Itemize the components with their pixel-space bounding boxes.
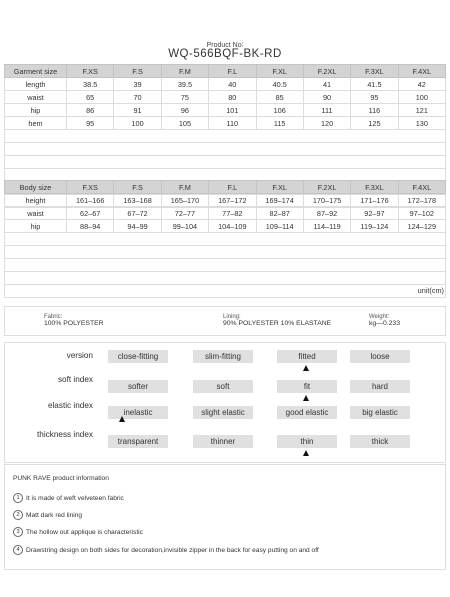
number-3-icon: 3 <box>13 527 23 537</box>
attribute-label: elastic index <box>47 401 93 410</box>
table-cell: 91 <box>114 104 161 117</box>
column-header: F.S <box>114 181 161 194</box>
table-cell: 120 <box>303 117 350 130</box>
product-code: WQ-566BQF-BK-RD <box>168 48 282 60</box>
table-cell: 114–119 <box>303 220 350 233</box>
column-header: F.3XL <box>351 65 398 78</box>
column-header: F.L <box>209 65 256 78</box>
body-size-table <box>4 180 446 298</box>
empty-cell <box>351 246 398 259</box>
row-label: waist <box>5 207 67 220</box>
empty-row <box>5 272 446 285</box>
empty-cell <box>114 285 161 298</box>
product-no-label: Product No∶ <box>206 42 244 49</box>
table-cell: 39.5 <box>161 78 208 91</box>
empty-cell <box>351 259 398 272</box>
empty-cell <box>114 156 161 169</box>
empty-cell <box>67 233 114 246</box>
attribute-label: soft index <box>57 375 93 384</box>
table-cell: 101 <box>209 104 256 117</box>
attribute-option: loose <box>350 350 410 363</box>
empty-cell <box>161 143 208 156</box>
empty-cell <box>398 272 445 285</box>
table-row <box>5 207 446 220</box>
empty-cell <box>5 259 67 272</box>
table-cell: 67–72 <box>114 207 161 220</box>
table-cell: 119–124 <box>351 220 398 233</box>
weight-label: Weight∶ <box>369 314 390 320</box>
attribute-option: thin <box>277 435 337 448</box>
empty-cell <box>303 285 350 298</box>
fabric-label: Fabric∶ <box>44 314 63 320</box>
empty-cell <box>351 130 398 143</box>
attribute-option: thinner <box>193 435 253 448</box>
column-header: F.M <box>161 65 208 78</box>
table-cell: 121 <box>398 104 445 117</box>
empty-cell <box>303 130 350 143</box>
column-header: F.M <box>161 181 208 194</box>
empty-cell <box>398 246 445 259</box>
empty-cell <box>351 233 398 246</box>
attribute-option: inelastic <box>108 406 168 419</box>
table-cell: 115 <box>256 117 303 130</box>
empty-cell <box>5 285 67 298</box>
table-cell: 169–174 <box>256 194 303 207</box>
empty-row <box>5 259 446 272</box>
column-header: F.4XL <box>398 65 445 78</box>
table-cell: 88–94 <box>67 220 114 233</box>
attribute-row <box>5 376 445 404</box>
attribute-option: close-fitting <box>108 350 168 363</box>
unit-label: unit(cm) <box>417 286 444 295</box>
table-cell: 130 <box>398 117 445 130</box>
table-cell: 95 <box>67 117 114 130</box>
empty-cell <box>398 259 445 272</box>
attribute-option: transparent <box>108 435 168 448</box>
empty-cell <box>161 246 208 259</box>
info-title: PUNK RAVE product information <box>13 475 109 482</box>
column-header: F.XS <box>67 181 114 194</box>
row-label: height <box>5 194 67 207</box>
empty-cell <box>209 272 256 285</box>
table-cell: 172–178 <box>398 194 445 207</box>
column-header: Body size <box>5 181 67 194</box>
empty-cell <box>303 259 350 272</box>
table-cell: 70 <box>114 91 161 104</box>
info-item <box>13 545 319 555</box>
table-cell: 95 <box>351 91 398 104</box>
empty-cell <box>67 246 114 259</box>
info-item <box>13 527 143 537</box>
info-item-text: Matt dark red lining <box>26 511 83 519</box>
empty-cell <box>256 143 303 156</box>
column-header: F.XL <box>256 181 303 194</box>
attribute-option: soft <box>193 380 253 393</box>
row-label: hip <box>5 104 67 117</box>
empty-cell <box>398 233 445 246</box>
empty-row <box>5 130 446 143</box>
table-cell: 41 <box>303 78 350 91</box>
column-header: F.2XL <box>303 181 350 194</box>
empty-cell <box>114 233 161 246</box>
attribute-row <box>5 431 445 459</box>
empty-cell <box>256 130 303 143</box>
empty-row <box>5 233 446 246</box>
column-header: F.XS <box>67 65 114 78</box>
attribute-option: hard <box>350 380 410 393</box>
empty-cell <box>303 272 350 285</box>
number-4-icon: 4 <box>13 545 23 555</box>
empty-cell <box>351 156 398 169</box>
column-header: F.XL <box>256 65 303 78</box>
empty-cell <box>161 233 208 246</box>
row-label: length <box>5 78 67 91</box>
info-item-text: The hollow out applique is characteristic <box>26 528 143 536</box>
info-item <box>13 493 124 503</box>
empty-cell <box>209 285 256 298</box>
table-cell: 82–87 <box>256 207 303 220</box>
column-header: F.L <box>209 181 256 194</box>
table-cell: 40 <box>209 78 256 91</box>
table-cell: 42 <box>398 78 445 91</box>
number-2-icon: 2 <box>13 510 23 520</box>
info-item-text: It is made of weft velveteen fabric <box>26 494 124 502</box>
empty-cell <box>209 143 256 156</box>
empty-cell <box>256 156 303 169</box>
empty-cell <box>303 156 350 169</box>
empty-cell <box>5 233 67 246</box>
empty-cell <box>209 259 256 272</box>
selection-marker-icon <box>119 416 125 422</box>
empty-cell <box>67 130 114 143</box>
info-item-text: Drawstring design on both sides for decoration,invisible zipper in the back for easy putting on and off <box>26 546 319 554</box>
table-cell: 105 <box>161 117 208 130</box>
table-cell: 124–129 <box>398 220 445 233</box>
empty-cell <box>256 259 303 272</box>
table-cell: 170–175 <box>303 194 350 207</box>
table-cell: 100 <box>398 91 445 104</box>
empty-cell <box>114 130 161 143</box>
column-header: Garment size <box>5 65 67 78</box>
attribute-option: good elastic <box>277 406 337 419</box>
table-cell: 41.5 <box>351 78 398 91</box>
table-row <box>5 104 446 117</box>
attribute-label: thickness index <box>37 430 93 439</box>
table-cell: 167–172 <box>209 194 256 207</box>
empty-cell <box>114 272 161 285</box>
empty-cell <box>398 130 445 143</box>
fabric-value: 100% POLYESTER <box>44 320 104 327</box>
lining-label: Lining∶ <box>223 314 241 320</box>
empty-cell <box>256 246 303 259</box>
table-cell: 75 <box>161 91 208 104</box>
table-row <box>5 220 446 233</box>
table-cell: 62–67 <box>67 207 114 220</box>
empty-cell <box>5 272 67 285</box>
table-cell: 87–92 <box>303 207 350 220</box>
table-cell: 106 <box>256 104 303 117</box>
empty-cell <box>351 143 398 156</box>
empty-cell <box>114 259 161 272</box>
row-label: hem <box>5 117 67 130</box>
attribute-option: slim-fitting <box>193 350 253 363</box>
table-cell: 163–168 <box>114 194 161 207</box>
empty-cell <box>161 285 208 298</box>
table-cell: 171–176 <box>351 194 398 207</box>
table-row <box>5 194 446 207</box>
empty-cell <box>351 272 398 285</box>
empty-row <box>5 143 446 156</box>
empty-cell <box>351 285 398 298</box>
empty-cell <box>398 143 445 156</box>
empty-cell <box>67 156 114 169</box>
column-header: F.2XL <box>303 65 350 78</box>
empty-cell <box>256 285 303 298</box>
table-cell: 110 <box>209 117 256 130</box>
attribute-row <box>5 402 445 430</box>
empty-cell <box>256 272 303 285</box>
table-cell: 77–82 <box>209 207 256 220</box>
table-cell: 111 <box>303 104 350 117</box>
table-cell: 90 <box>303 91 350 104</box>
table-cell: 104–109 <box>209 220 256 233</box>
attribute-row <box>5 349 445 377</box>
attribute-option: slight elastic <box>193 406 253 419</box>
table-cell: 109–114 <box>256 220 303 233</box>
table-cell: 39 <box>114 78 161 91</box>
table-cell: 97–102 <box>398 207 445 220</box>
empty-cell <box>209 233 256 246</box>
empty-cell <box>5 246 67 259</box>
empty-cell <box>5 156 67 169</box>
selection-marker-icon <box>303 395 309 401</box>
table-cell: 161–166 <box>67 194 114 207</box>
empty-cell <box>5 130 67 143</box>
empty-cell <box>303 143 350 156</box>
fabric-info-box <box>4 306 446 336</box>
empty-cell <box>114 143 161 156</box>
table-cell: 40.5 <box>256 78 303 91</box>
table-cell: 80 <box>209 91 256 104</box>
attribute-option: big elastic <box>350 406 410 419</box>
table-row <box>5 117 446 130</box>
empty-row <box>5 156 446 169</box>
empty-row <box>5 285 446 298</box>
row-label: hip <box>5 220 67 233</box>
lining-value: 90% POLYESTER 10% ELASTANE <box>223 320 332 327</box>
empty-cell <box>209 156 256 169</box>
row-label: waist <box>5 91 67 104</box>
empty-cell <box>398 156 445 169</box>
table-cell: 85 <box>256 91 303 104</box>
selection-marker-icon <box>303 450 309 456</box>
table-cell: 86 <box>67 104 114 117</box>
empty-cell <box>303 233 350 246</box>
table-cell: 38.5 <box>67 78 114 91</box>
attribute-option: fit <box>277 380 337 393</box>
info-item <box>13 510 82 520</box>
table-cell: 165–170 <box>161 194 208 207</box>
table-cell: 65 <box>67 91 114 104</box>
attribute-box <box>4 342 446 463</box>
empty-cell <box>5 143 67 156</box>
number-1-icon: 1 <box>13 493 23 503</box>
selection-marker-icon <box>303 365 309 371</box>
column-header: F.4XL <box>398 181 445 194</box>
table-cell: 100 <box>114 117 161 130</box>
attribute-label: version <box>66 351 93 360</box>
empty-cell <box>67 272 114 285</box>
column-header: F.3XL <box>351 181 398 194</box>
body-size-header-row <box>5 181 446 194</box>
empty-cell <box>161 259 208 272</box>
product-info-box <box>4 464 446 570</box>
table-cell: 72–77 <box>161 207 208 220</box>
empty-cell <box>256 233 303 246</box>
empty-cell <box>114 246 161 259</box>
table-cell: 99–104 <box>161 220 208 233</box>
empty-cell <box>303 246 350 259</box>
table-cell: 125 <box>351 117 398 130</box>
attribute-option: fitted <box>277 350 337 363</box>
empty-cell <box>67 285 114 298</box>
table-cell: 116 <box>351 104 398 117</box>
empty-cell <box>67 259 114 272</box>
table-row <box>5 91 446 104</box>
table-cell: 96 <box>161 104 208 117</box>
attribute-option: softer <box>108 380 168 393</box>
table-cell: 94–99 <box>114 220 161 233</box>
column-header: F.S <box>114 65 161 78</box>
empty-cell <box>209 130 256 143</box>
garment-size-header-row <box>5 65 446 78</box>
table-row <box>5 78 446 91</box>
empty-cell <box>161 130 208 143</box>
empty-cell <box>67 143 114 156</box>
attribute-option: thick <box>350 435 410 448</box>
empty-row <box>5 246 446 259</box>
empty-cell <box>161 156 208 169</box>
empty-cell <box>209 246 256 259</box>
empty-cell <box>161 272 208 285</box>
weight-value: kg—0.233 <box>369 320 400 327</box>
table-cell: 92–97 <box>351 207 398 220</box>
